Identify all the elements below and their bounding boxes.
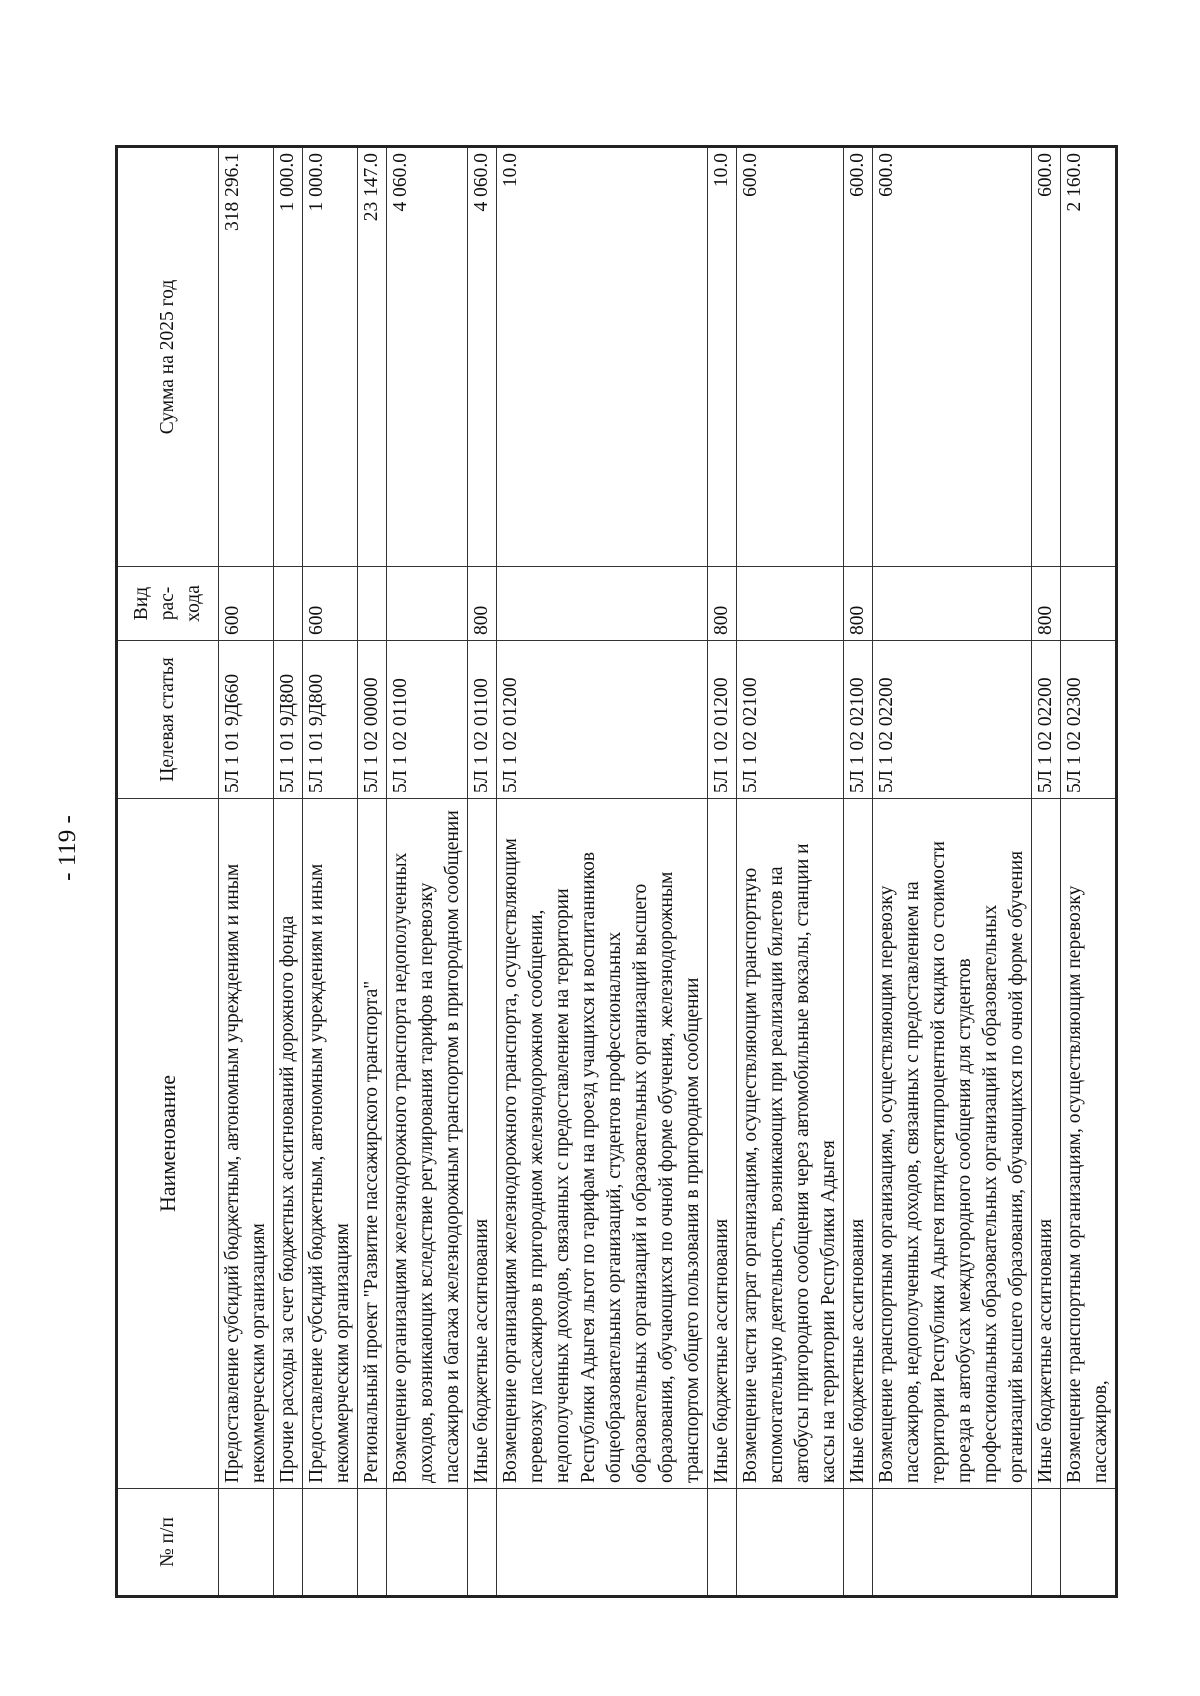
header-vid: Вид рас- хода xyxy=(117,567,219,641)
row-target: 5Л 1 01 9Д800 xyxy=(274,641,303,799)
row-name: Возмещение части затрат организациям, осуществляющим транспортную вспомогательную деятельность, возникающих при реализации билетов на автобусы пригородного сообщения через автомобильные вокзалы, станции и кассы на территории Республики Адыгея xyxy=(737,799,844,1489)
table-row xyxy=(1061,147,1117,1597)
row-name: Возмещение транспортным организациям, осуществляющим перевозку пассажиров, недополученных доходов, связанных с предоставлением на территории Республики Адыгея пятидесятипроцентной скидки со стоимости проезда в автобусах междугородного сообщения для студентов профессиональных образовательных организаций и образовательных организаций высшего образования, обучающихся по очной форме обучения xyxy=(873,799,1032,1489)
budget-table xyxy=(115,145,1118,1598)
row-num xyxy=(1061,1489,1117,1597)
row-num xyxy=(274,1489,303,1597)
row-vid xyxy=(873,567,1032,641)
row-num xyxy=(387,1489,468,1597)
table-row xyxy=(708,147,737,1597)
table-row xyxy=(274,147,303,1597)
row-sum: 10.0 xyxy=(497,147,708,567)
row-sum: 10.0 xyxy=(708,147,737,567)
row-sum: 1 000.0 xyxy=(274,147,303,567)
row-name: Предоставление субсидий бюджетным, автономным учреждениям и иным некоммерческим организациям xyxy=(303,799,358,1489)
row-target: 5Л 1 02 02100 xyxy=(737,641,844,799)
table-row xyxy=(844,147,873,1597)
table-row xyxy=(358,147,387,1597)
row-vid: 800 xyxy=(708,567,737,641)
row-sum: 4 060.0 xyxy=(468,147,497,567)
table-row xyxy=(303,147,358,1597)
row-vid xyxy=(737,567,844,641)
row-name: Иные бюджетные ассигнования xyxy=(844,799,873,1489)
table-row xyxy=(468,147,497,1597)
table-row xyxy=(497,147,708,1597)
row-num xyxy=(844,1489,873,1597)
row-target: 5Л 1 01 9Д800 xyxy=(303,641,358,799)
row-vid: 600 xyxy=(219,567,274,641)
budget-table-sheet xyxy=(115,148,1111,1598)
row-vid: 800 xyxy=(844,567,873,641)
header-num: № п/п xyxy=(117,1489,219,1597)
row-sum: 2 160.0 xyxy=(1061,147,1117,567)
header-target: Целевая статья xyxy=(117,641,219,799)
rotated-table-wrapper xyxy=(115,148,1111,1598)
row-num xyxy=(708,1489,737,1597)
row-sum: 23 147.0 xyxy=(358,147,387,567)
row-sum: 1 000.0 xyxy=(303,147,358,567)
row-sum: 600.0 xyxy=(873,147,1032,567)
row-num xyxy=(468,1489,497,1597)
row-sum: 318 296.1 xyxy=(219,147,274,567)
row-num xyxy=(219,1489,274,1597)
row-vid: 600 xyxy=(303,567,358,641)
row-target: 5Л 1 02 01100 xyxy=(468,641,497,799)
row-name: Возмещение транспортным организациям, осуществляющим перевозку пассажиров, xyxy=(1061,799,1117,1489)
row-name: Региональный проект "Развитие пассажирского транспорта" xyxy=(358,799,387,1489)
row-name: Возмещение организациям железнодорожного транспорта недополученных доходов, возникающих вследствие регулирования тарифов на перевозку пассажиров и багажа железнодорожным транспортом в пригородном сообщении xyxy=(387,799,468,1489)
row-vid: 800 xyxy=(1032,567,1061,641)
row-num xyxy=(737,1489,844,1597)
row-vid xyxy=(358,567,387,641)
row-target: 5Л 1 01 9Д660 xyxy=(219,641,274,799)
row-target: 5Л 1 02 01200 xyxy=(497,641,708,799)
row-target: 5Л 1 02 02200 xyxy=(873,641,1032,799)
row-target: 5Л 1 02 02200 xyxy=(1032,641,1061,799)
row-sum: 600.0 xyxy=(844,147,873,567)
row-name: Иные бюджетные ассигнования xyxy=(468,799,497,1489)
table-row xyxy=(387,147,468,1597)
header-sum: Сумма на 2025 год xyxy=(117,147,219,567)
table-row xyxy=(873,147,1032,1597)
row-vid: 800 xyxy=(468,567,497,641)
row-name: Иные бюджетные ассигнования xyxy=(708,799,737,1489)
row-vid xyxy=(274,567,303,641)
row-target: 5Л 1 02 02100 xyxy=(844,641,873,799)
row-num xyxy=(1032,1489,1061,1597)
row-target: 5Л 1 02 01100 xyxy=(387,641,468,799)
table-row xyxy=(737,147,844,1597)
row-sum: 600.0 xyxy=(737,147,844,567)
table-header-row xyxy=(117,147,219,1597)
row-target: 5Л 1 02 01200 xyxy=(708,641,737,799)
row-vid xyxy=(497,567,708,641)
row-vid xyxy=(1061,567,1117,641)
row-sum: 4 060.0 xyxy=(387,147,468,567)
row-name: Прочие расходы за счет бюджетных ассигнований дорожного фонда xyxy=(274,799,303,1489)
row-target: 5Л 1 02 02300 xyxy=(1061,641,1117,799)
header-name: Наименование xyxy=(117,799,219,1489)
row-num xyxy=(358,1489,387,1597)
row-target: 5Л 1 02 00000 xyxy=(358,641,387,799)
row-sum: 600.0 xyxy=(1032,147,1061,567)
row-name: Иные бюджетные ассигнования xyxy=(1032,799,1061,1489)
row-name: Предоставление субсидий бюджетным, автономным учреждениям и иным некоммерческим организациям xyxy=(219,799,274,1489)
row-num xyxy=(497,1489,708,1597)
row-vid xyxy=(387,567,468,641)
table-row xyxy=(1032,147,1061,1597)
row-name: Возмещение организациям железнодорожного транспорта, осуществляющим перевозку пассажиров в пригородном железнодорожном сообщении, недополученных доходов, связанных с предоставлением на территории Республики Адыгея льгот по тарифам на проезд учащихся и воспитанников общеобразовательных организаций, студентов профессиональных образовательных организаций и образовательных организаций высшего образования, обучающихся по очной форме обучения, железнодорожным транспортом общего пользования в пригородном сообщении xyxy=(497,799,708,1489)
row-num xyxy=(303,1489,358,1597)
page-number: - 119 - xyxy=(54,815,81,881)
row-num xyxy=(873,1489,1032,1597)
table-row xyxy=(219,147,274,1597)
